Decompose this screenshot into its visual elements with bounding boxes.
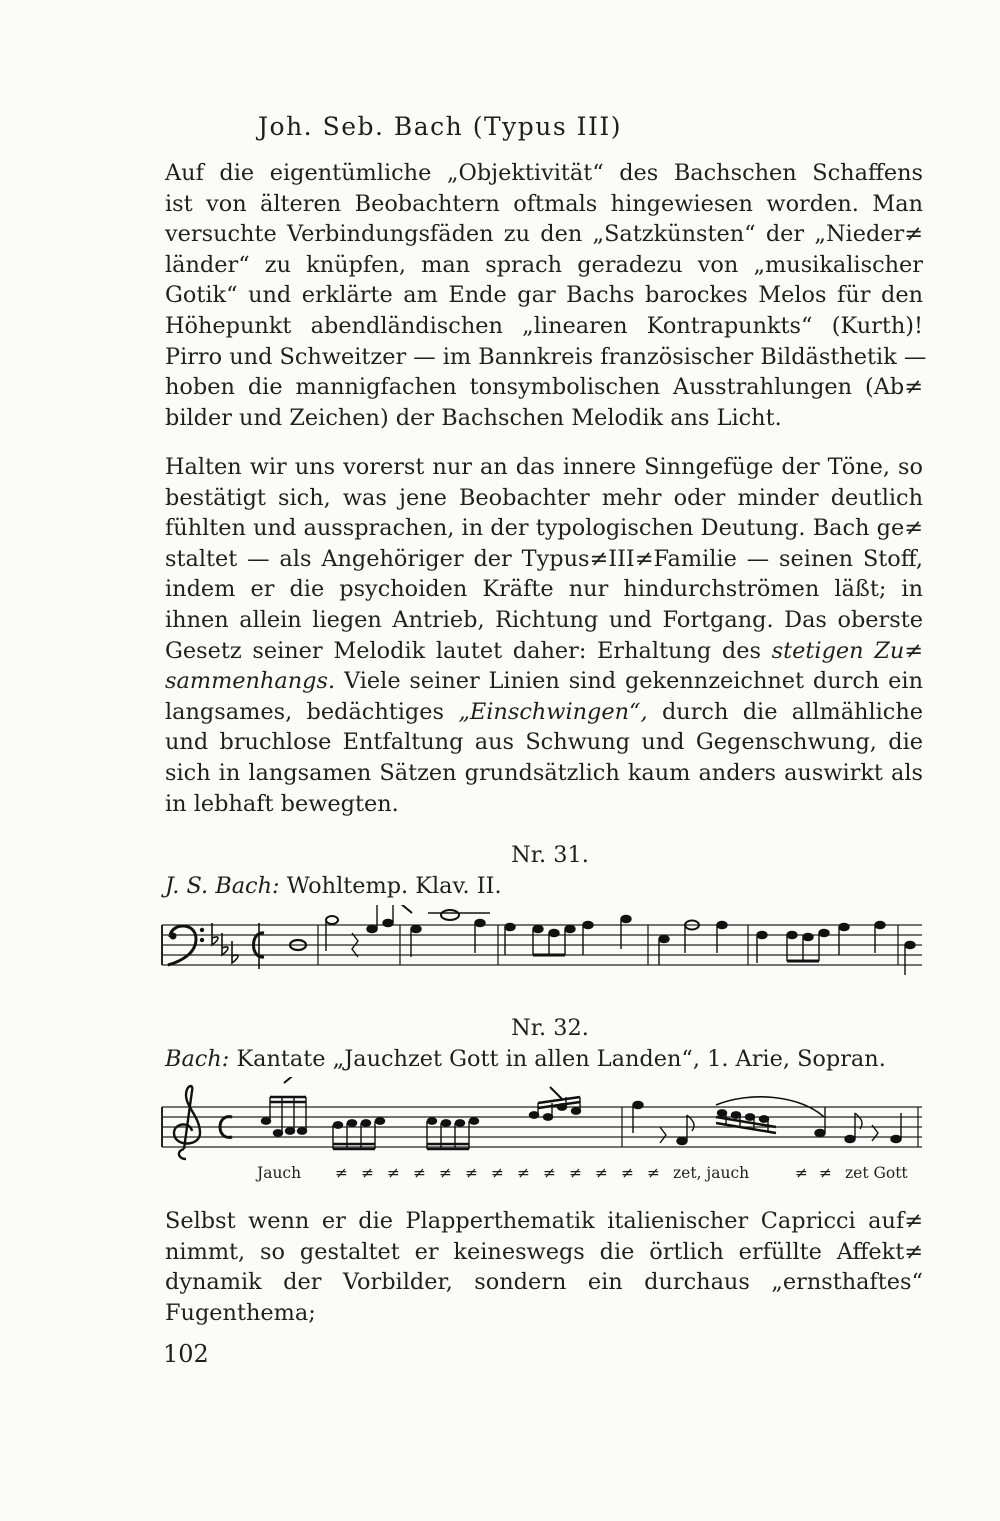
text-line xyxy=(165,636,923,667)
lyric-hyphen: ≠ xyxy=(335,1164,348,1182)
text-line: indem er die psychoiden Kräfte nur hindurchströmen läßt; in xyxy=(165,576,923,603)
text-line: fühlten und aussprachen, in der typologischen Deutung. Bach ge≠ xyxy=(165,515,923,542)
lyric-hyphen: ≠ xyxy=(647,1164,660,1182)
lyric-hyphen: ≠ xyxy=(569,1164,582,1182)
text-line: Halten wir uns vorerst nur an das innere Sinngefüge der Töne, so xyxy=(165,454,923,480)
key-signature-flats-icon xyxy=(212,923,238,963)
music-staff-example-32 xyxy=(160,1077,925,1167)
text-line: Gotik“ und erklärte am Ende gar Bachs barockes Melos für den xyxy=(165,282,923,309)
paragraph-2 xyxy=(165,452,923,819)
text-line: Fugenthema; xyxy=(165,1299,316,1326)
composer-name: J. S. Bach: xyxy=(165,873,280,899)
text-line: in lebhaft bewegten. xyxy=(165,790,399,817)
text-line xyxy=(165,697,923,728)
example-number-32: Nr. 32. xyxy=(511,1015,589,1041)
lyric-hyphen: ≠ xyxy=(361,1164,374,1182)
text-line: bilder und Zeichen) der Bachschen Melodik ans Licht. xyxy=(165,404,782,431)
text-line: hoben die mannigfachen tonsymbolischen Ausstrahlungen (Ab≠ xyxy=(165,374,923,401)
italic-run: „Einschwingen“, xyxy=(458,698,648,725)
lyric-hyphen: ≠ xyxy=(543,1164,556,1182)
text-run: Gesetz seiner Melodik lautet daher: Erhaltung des xyxy=(165,637,761,664)
work-title: Kantate „Jauchzet Gott in allen Landen“, 1. Arie, Sopran. xyxy=(236,1046,886,1072)
lyric-hyphen: ≠ xyxy=(491,1164,504,1182)
lyric-hyphen: ≠ xyxy=(517,1164,530,1182)
lyric-hyphen: ≠ xyxy=(439,1164,452,1182)
text-run: Viele seiner Linien sind gekennzeichnet durch ein xyxy=(343,668,923,695)
composer-name: Bach: xyxy=(165,1046,230,1072)
text-run: durch die allmähliche xyxy=(661,698,923,725)
text-line: bestätigt sich, was jene Beobachter mehr oder minder deutlich xyxy=(165,484,923,511)
text-line: nimmt, so gestaltet er keineswegs die örtlich erfüllte Affekt≠ xyxy=(165,1238,923,1265)
text-run: langsames, bedächtiges xyxy=(165,698,444,725)
lyric-hyphen: ≠ xyxy=(819,1164,832,1182)
italic-run: stetigen Zu≠ xyxy=(771,637,924,664)
page-number: 102 xyxy=(163,1340,209,1368)
lyric-hyphen: ≠ xyxy=(621,1164,634,1182)
text-line: sich in langsamen Sätzen grundsätzlich kaum anders auswirkt als xyxy=(165,759,923,786)
cut-time-icon xyxy=(254,923,265,969)
lyric-hyphen: ≠ xyxy=(465,1164,478,1182)
work-title: Wohltemp. Klav. II. xyxy=(286,873,502,899)
lyric-hyphen: ≠ xyxy=(595,1164,608,1182)
lyric-word: Jauch xyxy=(257,1164,302,1182)
example-caption-32 xyxy=(165,1046,886,1072)
example-caption-31 xyxy=(165,873,502,899)
lyric-word: zet Gott xyxy=(845,1164,908,1182)
text-line: ist von älteren Beobachtern oftmals hingewiesen worden. Man xyxy=(165,190,923,217)
text-line: und bruchlose Entfaltung aus Schwung und Gegenschwung, die xyxy=(165,729,923,756)
example-number-31: Nr. 31. xyxy=(511,842,589,868)
text-line: Selbst wenn er die Plapperthematik italienischer Capricci auf≠ xyxy=(165,1208,923,1234)
running-head: Joh. Seb. Bach (Typus III) xyxy=(258,112,623,141)
treble-clef-icon xyxy=(174,1086,200,1159)
italic-run: sammenhangs. xyxy=(165,668,336,695)
lyrics-line xyxy=(165,1164,923,1186)
text-line: Pirro und Schweitzer — im Bannkreis französischer Bildästhetik — xyxy=(165,343,927,370)
text-line: Höhepunkt abendländischen „linearen Kontrapunkts“ (Kurth)! xyxy=(165,312,923,339)
text-line: staltet — als Angehöriger der Typus≠III≠Familie — seinen Stoff, xyxy=(165,545,923,572)
text-line: Auf die eigentümliche „Objektivität“ des Bachschen Schaffens xyxy=(165,160,923,186)
text-line: versuchte Verbindungsfäden zu den „Satzkünsten“ der „Nieder≠ xyxy=(165,221,923,248)
text-line: ihnen allein liegen Antrieb, Richtung und Fortgang. Das oberste xyxy=(165,606,923,633)
paragraph-1 xyxy=(165,158,927,433)
paragraph-3 xyxy=(165,1206,923,1328)
text-line xyxy=(165,666,923,697)
text-line: dynamik der Vorbilder, sondern ein durchaus „ernsthaftes“ xyxy=(165,1269,923,1296)
text-line: länder“ zu knüpfen, man sprach geradezu von „musikalischer xyxy=(165,251,923,278)
lyric-hyphen: ≠ xyxy=(387,1164,400,1182)
music-staff-example-31 xyxy=(160,905,925,985)
lyric-hyphen: ≠ xyxy=(795,1164,808,1182)
lyric-word: zet, jauch xyxy=(673,1164,750,1182)
lyric-hyphen: ≠ xyxy=(413,1164,426,1182)
